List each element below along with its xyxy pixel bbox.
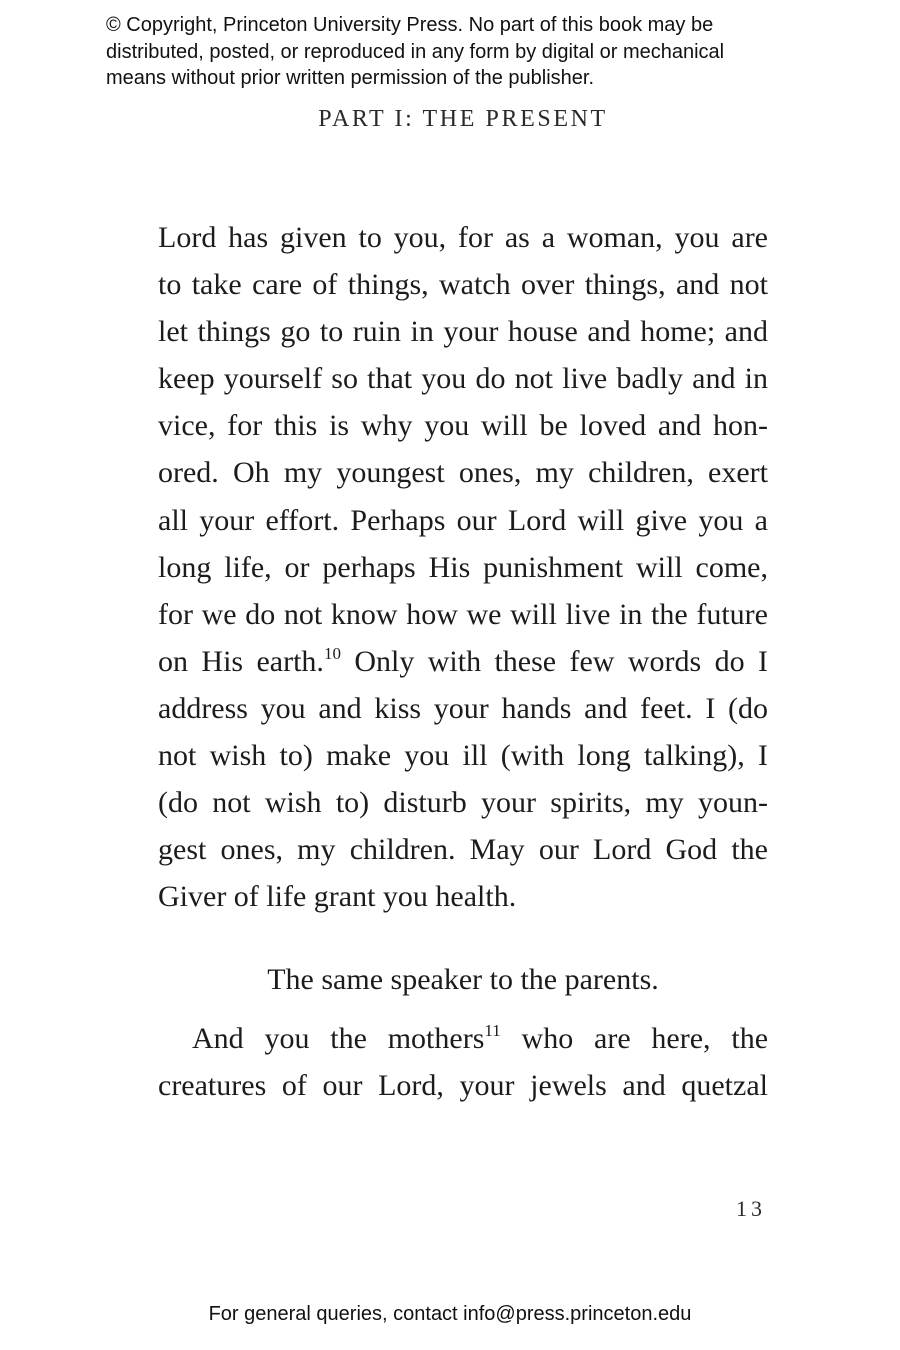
text-fragment: And you the mothers xyxy=(192,1022,485,1055)
text-line: let things go to ruin in your house and home; and xyxy=(158,315,768,349)
text-fragment: Only with these few words do I xyxy=(340,644,768,678)
text-line: not wish to) make you ill (with long talking), I xyxy=(158,739,768,773)
text-line: Lord has given to you, for as a woman, you are xyxy=(158,221,768,254)
second-paragraph xyxy=(158,1019,768,1113)
footer-contact: For general queries, contact info@press.princeton.edu xyxy=(208,1303,692,1325)
section-subheading: The same speaker to the parents. xyxy=(267,963,659,996)
footnote-marker[interactable]: 10 xyxy=(323,643,341,663)
footnote-marker[interactable]: 11 xyxy=(484,1021,501,1040)
text-line: (do not wish to) disturb your spirits, my youn- xyxy=(158,786,768,820)
text-line: keep yourself so that you do not live badly and in xyxy=(158,362,768,396)
page-number: 13 xyxy=(736,1196,766,1221)
copyright-line: © Copyright, Princeton University Press. No part of this book may be xyxy=(106,14,714,36)
text-line: long life, or perhaps His punishment will come, xyxy=(158,550,768,584)
text-fragment: who are here, the xyxy=(500,1022,769,1055)
main-paragraph xyxy=(158,218,768,924)
copyright-line: distributed, posted, or reproduced in any form by digital or mechanical xyxy=(106,40,725,63)
text-line-with-footnote xyxy=(158,1019,768,1066)
text-line: to take care of things, watch over things, and not xyxy=(158,268,768,302)
text-line: for we do not know how we will live in the future xyxy=(158,597,768,631)
text-line: ored. Oh my youngest ones, my children, exert xyxy=(158,456,768,490)
text-line-with-footnote xyxy=(158,642,768,689)
running-head: PART I: THE PRESENT xyxy=(318,106,608,132)
text-line: address you and kiss your hands and feet. I (do xyxy=(158,691,768,725)
text-line: gest ones, my children. May our Lord God the xyxy=(158,833,768,867)
text-line: creatures of our Lord, your jewels and quetzal xyxy=(158,1069,768,1103)
text-line: all your effort. Perhaps our Lord will give you a xyxy=(158,503,768,537)
copyright-notice xyxy=(106,12,826,92)
text-fragment: on His earth. xyxy=(158,644,324,678)
text-line: vice, for this is why you will be loved and hon- xyxy=(158,409,768,443)
copyright-line: means without prior written permission of the publisher. xyxy=(106,67,595,89)
text-line: Giver of life grant you health. xyxy=(158,880,517,914)
